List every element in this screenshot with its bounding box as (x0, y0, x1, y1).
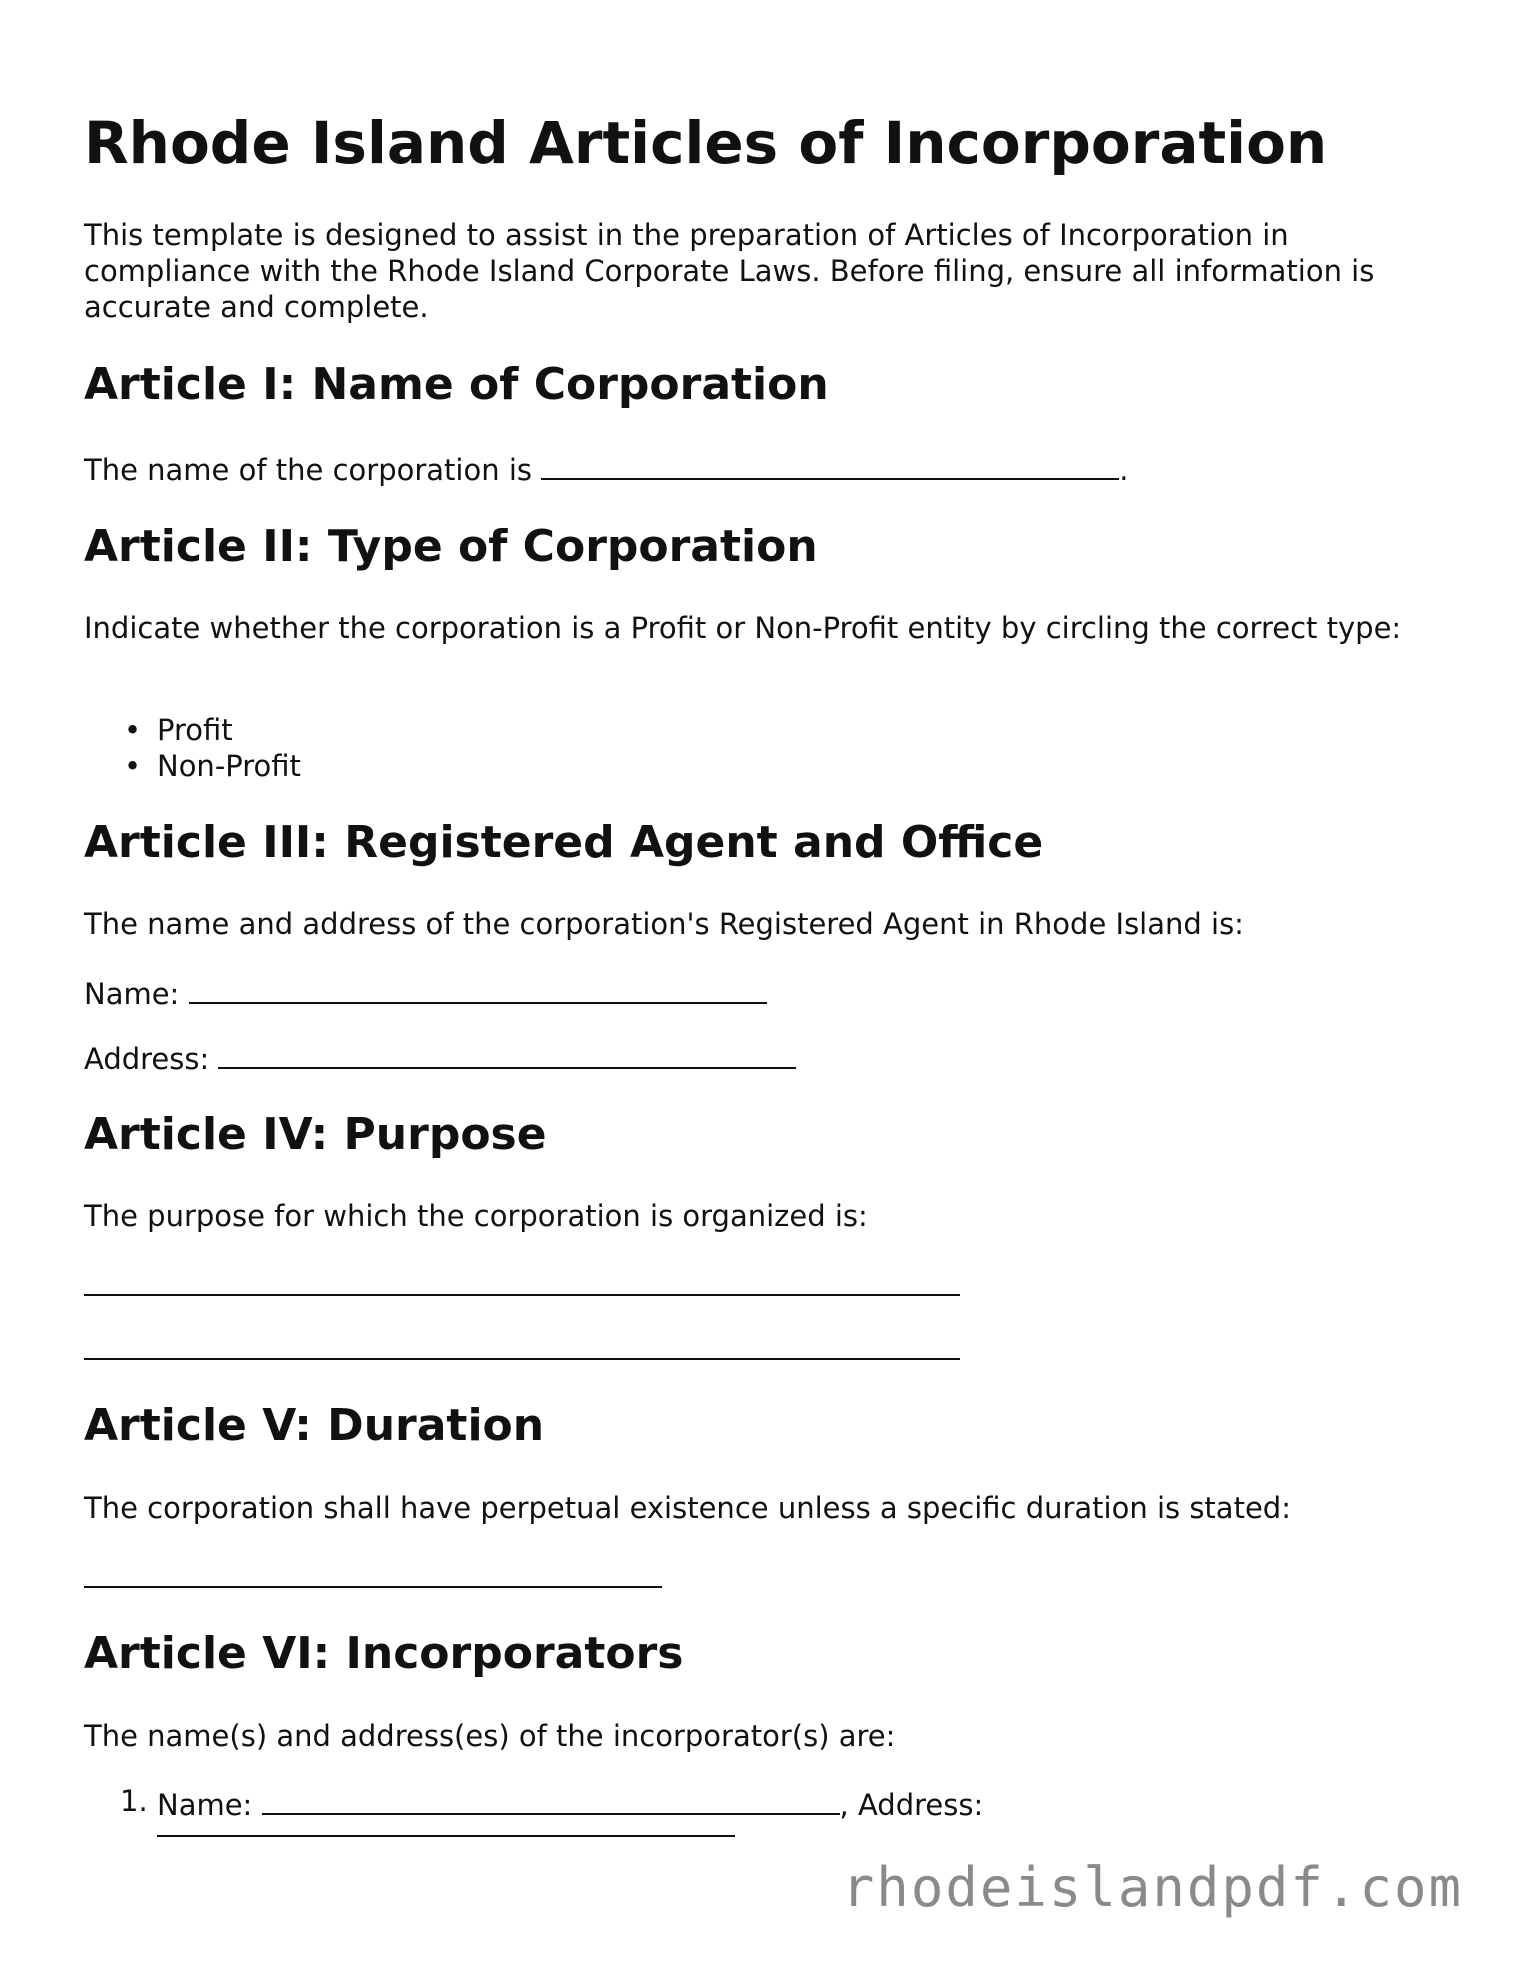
article-4-text: The purpose for which the corporation is organized is: (84, 1199, 868, 1233)
page-title: Rhode Island Articles of Incorporation (84, 109, 1328, 177)
article-1-suffix: . (1119, 453, 1129, 487)
option-non-profit[interactable]: • Non-Profit (84, 748, 301, 784)
incorporator-address-blank[interactable] (157, 1835, 735, 1837)
article-2-heading: Article II: Type of Corporation (84, 521, 818, 572)
duration-blank[interactable] (84, 1586, 662, 1588)
article-4-heading: Article IV: Purpose (84, 1109, 547, 1160)
agent-name-line (84, 972, 767, 1012)
article-1-heading: Article I: Name of Corporation (84, 359, 829, 410)
incorporator-number: 1. (120, 1784, 148, 1818)
corporation-type-list (84, 712, 301, 784)
article-6-heading: Article VI: Incorporators (84, 1628, 684, 1679)
article-3-heading: Article III: Registered Agent and Office (84, 817, 1044, 868)
intro-paragraph: This template is designed to assist in the preparation of Articles of Incorporation in compliance with the Rhode Island Corporate Laws. Before filing, ensure all information is accurate and complete. (84, 218, 1375, 324)
article-1-prefix: The name of the corporation is (84, 453, 532, 487)
incorporator-address-label: , Address: (839, 1788, 984, 1822)
article-5-text: The corporation shall have perpetual existence unless a specific duration is stated: (84, 1491, 1291, 1525)
article-5-heading: Article V: Duration (84, 1400, 545, 1451)
purpose-blank-2[interactable] (84, 1358, 960, 1360)
watermark-text: rhodeislandpdf.com (841, 1856, 1463, 1919)
article-6-text: The name(s) and address(es) of the incorporator(s) are: (84, 1719, 896, 1753)
article-2-text: Indicate whether the corporation is a Profit or Non-Profit entity by circling the correct type: (84, 611, 1402, 645)
agent-name-label: Name: (84, 977, 180, 1011)
option-profit[interactable]: • Profit (84, 712, 301, 748)
agent-address-line (84, 1037, 796, 1077)
incorporator-name-label: Name: (157, 1788, 253, 1822)
purpose-blank-1[interactable] (84, 1294, 960, 1296)
incorporator-name-blank[interactable] (262, 1783, 840, 1815)
incorporator-item (84, 1783, 1424, 1837)
corporation-name-blank[interactable] (541, 448, 1119, 480)
agent-name-blank[interactable] (189, 972, 767, 1004)
agent-address-blank[interactable] (218, 1037, 796, 1069)
article-3-text: The name and address of the corporation's Registered Agent in Rhode Island is: (84, 907, 1244, 941)
agent-address-label: Address: (84, 1042, 210, 1076)
article-1-line (84, 448, 1128, 488)
